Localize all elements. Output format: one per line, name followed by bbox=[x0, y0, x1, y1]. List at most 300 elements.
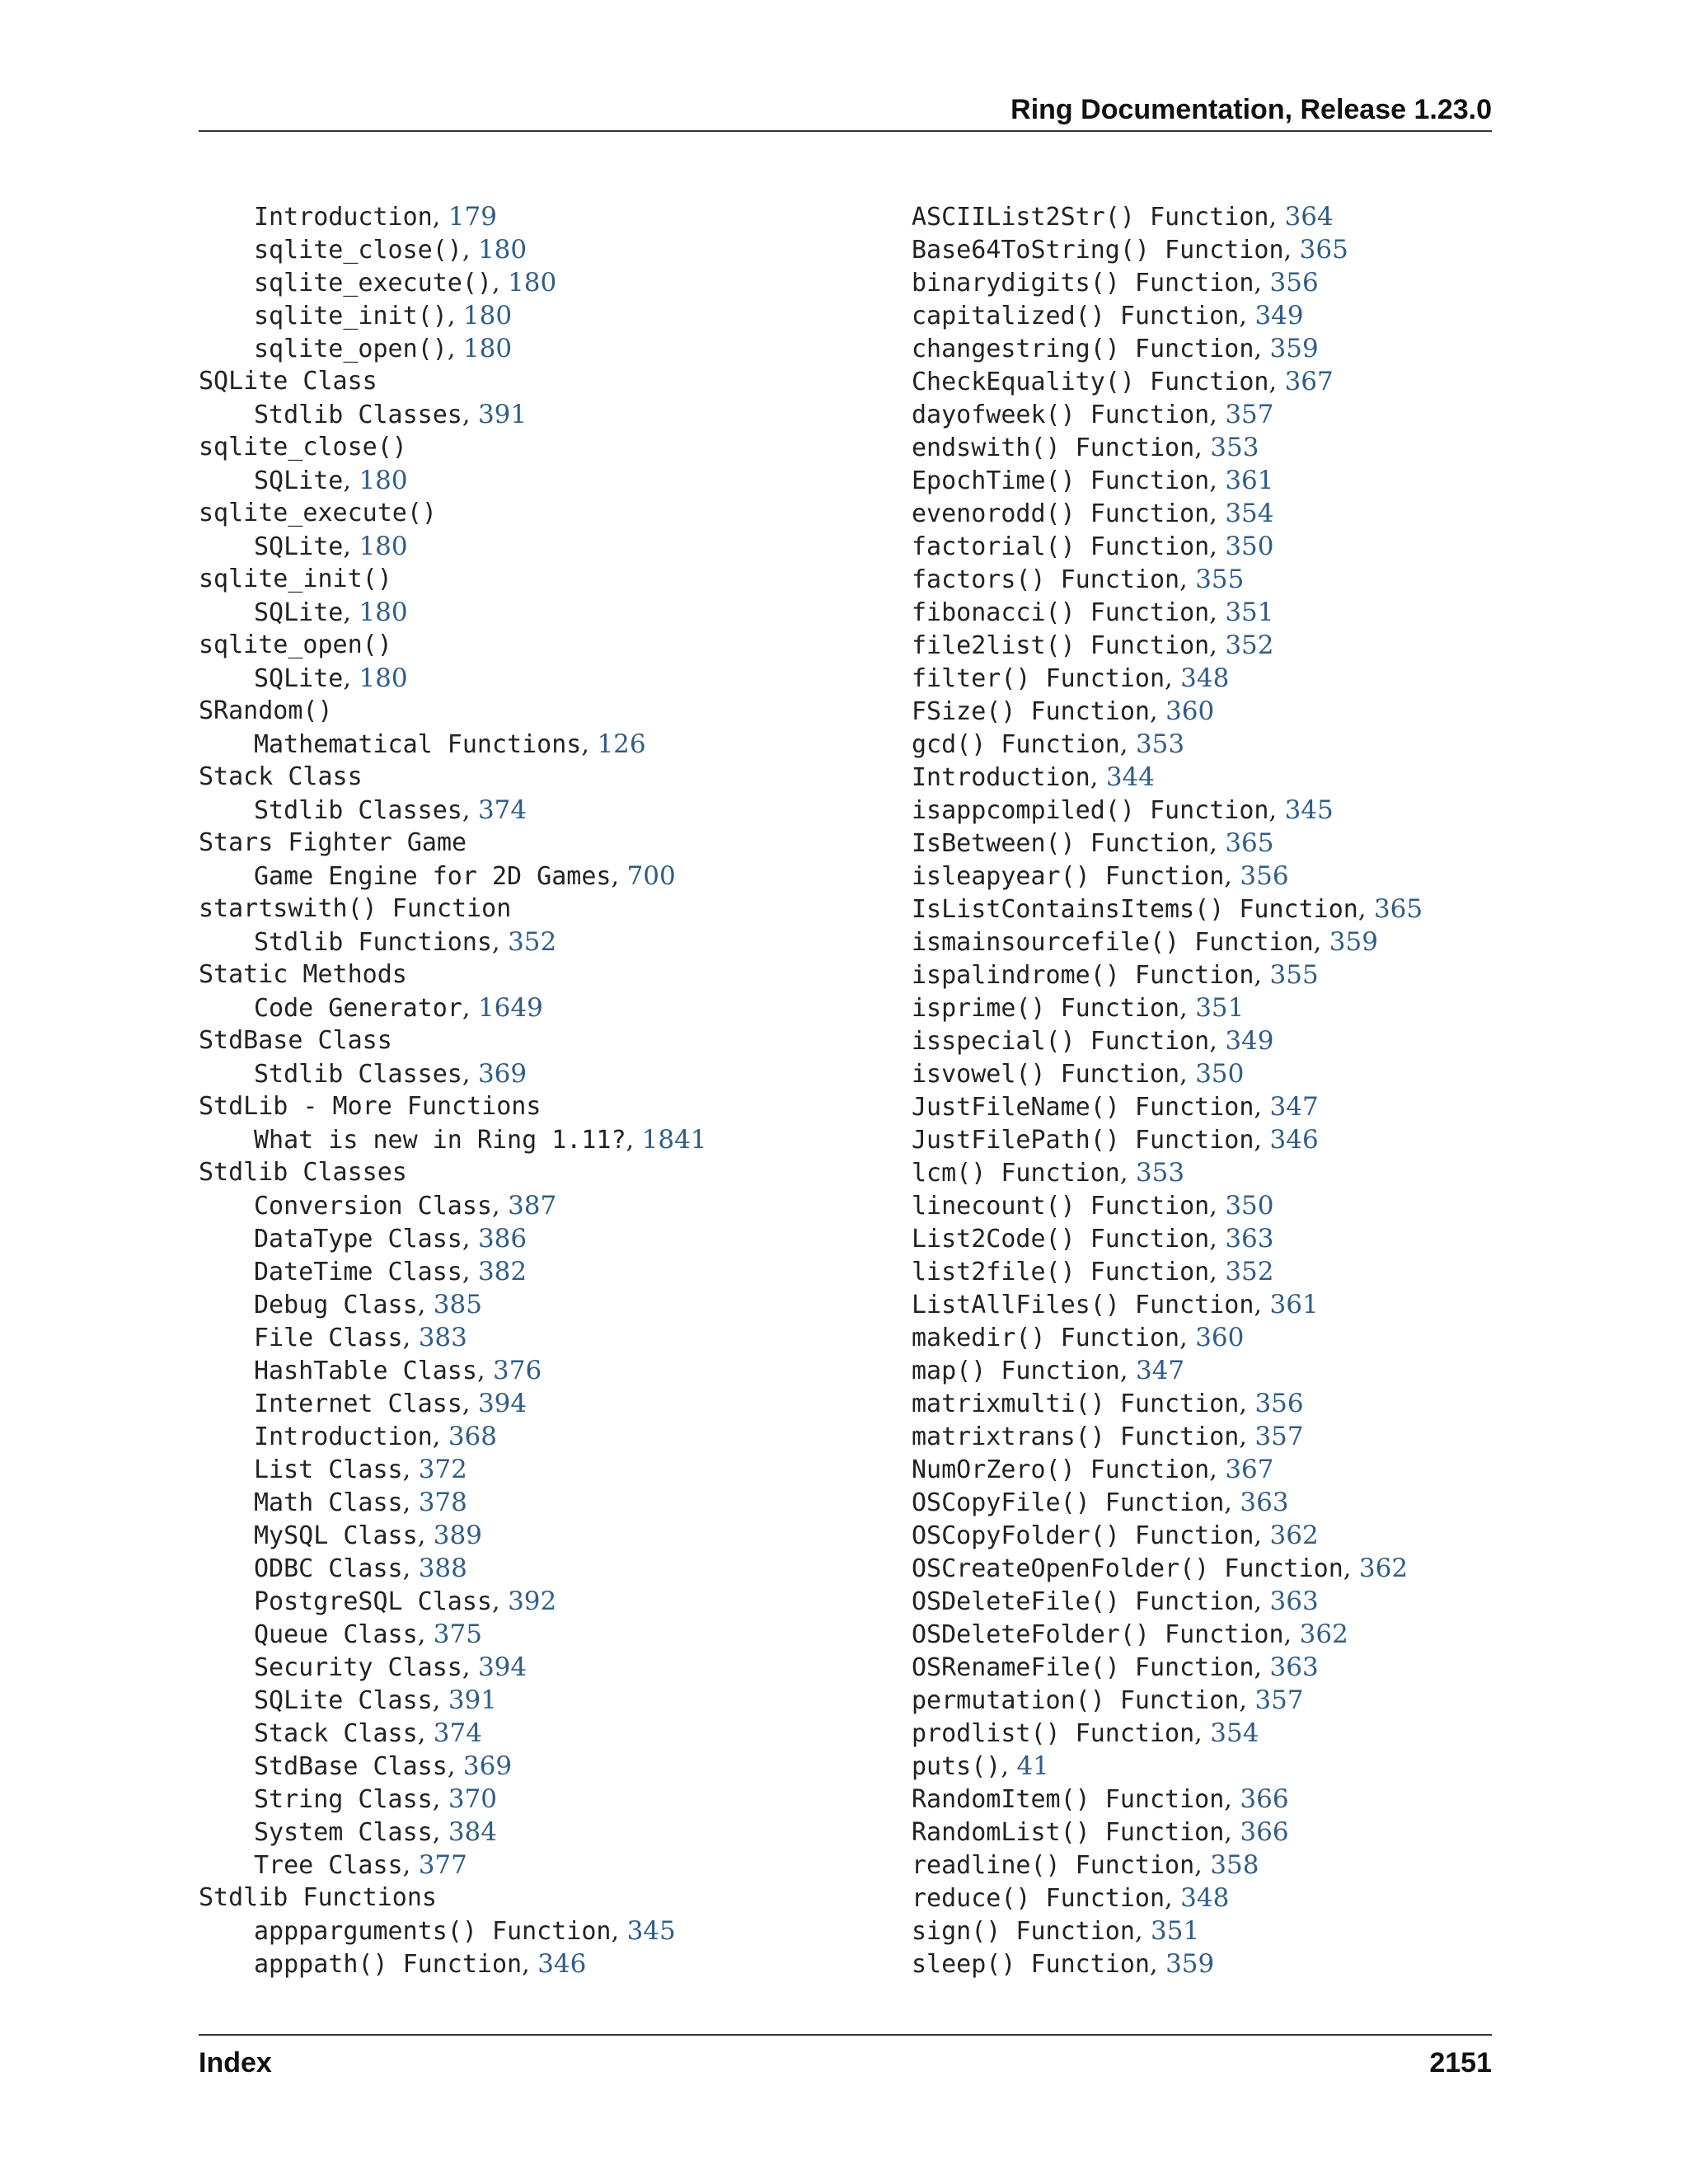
separator: , bbox=[462, 1258, 478, 1286]
separator: , bbox=[491, 1587, 509, 1616]
index-term: matrixtrans() Function bbox=[912, 1422, 1240, 1451]
separator: , bbox=[1209, 532, 1226, 561]
page-link[interactable]: 348 bbox=[1180, 1883, 1230, 1913]
index-subentry bbox=[199, 1189, 842, 1222]
separator: , bbox=[1179, 1060, 1196, 1089]
index-term: prodlist() Function bbox=[912, 1719, 1195, 1748]
index-term: NumOrZero() Function bbox=[912, 1455, 1210, 1484]
index-entry bbox=[912, 299, 1538, 332]
index-term: ListAllFiles() Function bbox=[912, 1291, 1254, 1319]
separator: , bbox=[1268, 203, 1285, 232]
separator: , bbox=[402, 1554, 419, 1583]
index-term: appparguments() Function bbox=[254, 1917, 612, 1946]
index-term: readline() Function bbox=[912, 1851, 1195, 1880]
separator: , bbox=[1209, 1258, 1226, 1286]
page-link[interactable]: 374 bbox=[477, 795, 528, 825]
separator: , bbox=[1224, 1818, 1240, 1847]
index-column-right bbox=[912, 200, 1538, 1980]
page-link[interactable]: 384 bbox=[448, 1817, 497, 1847]
index-entry bbox=[199, 827, 842, 860]
index-entry bbox=[199, 497, 842, 530]
index-entry bbox=[199, 1024, 842, 1057]
page-link[interactable]: 359 bbox=[1269, 334, 1319, 363]
index-subentry bbox=[199, 860, 842, 893]
index-subentry bbox=[199, 1585, 842, 1618]
page-link[interactable]: 366 bbox=[1240, 1784, 1289, 1814]
page-link[interactable]: 354 bbox=[1225, 499, 1274, 528]
index-term: Stdlib Classes bbox=[254, 796, 462, 825]
page-link[interactable]: 352 bbox=[508, 927, 557, 957]
page-link[interactable]: 180 bbox=[508, 268, 557, 298]
page-link[interactable]: 387 bbox=[508, 1191, 557, 1221]
index-term: permutation() Function bbox=[912, 1686, 1240, 1715]
page-link[interactable]: 180 bbox=[359, 466, 408, 495]
index-term: Mathematical Functions bbox=[254, 730, 582, 759]
separator: , bbox=[1283, 1620, 1300, 1649]
page-link[interactable]: 356 bbox=[1269, 268, 1319, 298]
index-term: isleapyear() Function bbox=[912, 862, 1225, 891]
separator: , bbox=[1134, 1917, 1151, 1946]
index-term: fibonacci() Function bbox=[912, 598, 1210, 627]
index-entry bbox=[912, 1156, 1538, 1189]
page-link[interactable]: 348 bbox=[1180, 663, 1230, 693]
index-term: ispalindrome() Function bbox=[912, 961, 1254, 990]
page-link[interactable]: 369 bbox=[462, 1751, 513, 1781]
index-term: MySQL Class bbox=[254, 1521, 418, 1550]
index-term: RandomItem() Function bbox=[912, 1785, 1225, 1814]
page-link[interactable]: 382 bbox=[477, 1257, 528, 1286]
index-entry bbox=[912, 1486, 1538, 1519]
index-term: DateTime Class bbox=[254, 1258, 462, 1286]
index-entry bbox=[912, 1882, 1538, 1915]
index-term: SQLite bbox=[254, 466, 344, 495]
separator: , bbox=[417, 1719, 434, 1748]
index-entry bbox=[912, 728, 1538, 761]
separator: , bbox=[1209, 1027, 1226, 1056]
separator: , bbox=[1194, 434, 1211, 462]
index-subentry bbox=[199, 1321, 842, 1354]
page-link[interactable]: 364 bbox=[1284, 202, 1334, 232]
page-link[interactable]: 354 bbox=[1210, 1718, 1259, 1748]
index-subentry bbox=[199, 233, 842, 266]
page-link[interactable]: 359 bbox=[1165, 1949, 1215, 1979]
index-term: sqlite_open() bbox=[199, 630, 392, 659]
index-term: binarydigits() Function bbox=[912, 269, 1254, 298]
index-subentry bbox=[199, 1123, 842, 1156]
index-term: SQLite Class bbox=[254, 1686, 433, 1715]
separator: , bbox=[491, 269, 509, 298]
page-link[interactable]: 362 bbox=[1358, 1554, 1409, 1583]
separator: , bbox=[1119, 1159, 1136, 1188]
separator: , bbox=[343, 532, 359, 561]
page-link[interactable]: 345 bbox=[626, 1916, 676, 1946]
separator: , bbox=[462, 1060, 478, 1089]
index-term: OSCopyFolder() Function bbox=[912, 1521, 1254, 1550]
separator: , bbox=[1001, 1752, 1017, 1781]
index-term: Stdlib Classes bbox=[199, 1158, 407, 1187]
index-subentry bbox=[199, 728, 842, 761]
page-link[interactable]: 349 bbox=[1225, 1026, 1274, 1056]
index-term: evenorodd() Function bbox=[912, 499, 1210, 528]
separator: , bbox=[491, 1192, 509, 1221]
separator: , bbox=[1209, 631, 1226, 660]
separator: , bbox=[343, 664, 359, 693]
index-term: Base64ToString() Function bbox=[912, 236, 1284, 265]
index-entry bbox=[912, 1288, 1538, 1321]
page-link[interactable]: 392 bbox=[508, 1586, 557, 1616]
index-entry bbox=[912, 596, 1538, 629]
index-term: Stars Fighter Game bbox=[199, 828, 467, 857]
separator: , bbox=[1239, 1686, 1255, 1715]
index-entry bbox=[912, 1354, 1538, 1387]
page-link[interactable]: 180 bbox=[462, 301, 513, 330]
page-link[interactable]: 389 bbox=[433, 1521, 482, 1550]
page-link[interactable]: 356 bbox=[1254, 1389, 1304, 1418]
page-link[interactable]: 375 bbox=[433, 1619, 482, 1649]
index-subentry bbox=[199, 266, 842, 299]
page-link[interactable]: 377 bbox=[418, 1850, 467, 1880]
index-entry bbox=[912, 497, 1538, 530]
index-term: sqlite_close() bbox=[199, 433, 407, 462]
page-link[interactable]: 347 bbox=[1135, 1356, 1185, 1385]
page-link[interactable]: 370 bbox=[448, 1784, 497, 1814]
index-term: HashTable Class bbox=[254, 1357, 477, 1385]
index-subentry bbox=[199, 1387, 842, 1420]
index-term: isprime() Function bbox=[912, 994, 1180, 1023]
index-term: Security Class bbox=[254, 1653, 462, 1682]
page-link[interactable]: 355 bbox=[1195, 565, 1245, 594]
index-term: apppath() Function bbox=[254, 1950, 523, 1979]
separator: , bbox=[462, 796, 478, 825]
index-term: Stack Class bbox=[254, 1719, 418, 1748]
page-link[interactable]: 1649 bbox=[477, 993, 543, 1023]
index-entry bbox=[912, 1387, 1538, 1420]
index-term: sqlite_execute() bbox=[254, 269, 492, 298]
index-term: String Class bbox=[254, 1785, 433, 1814]
index-term: OSDeleteFile() Function bbox=[912, 1587, 1254, 1616]
page-link[interactable]: 351 bbox=[1225, 598, 1274, 627]
page-link[interactable]: 346 bbox=[537, 1949, 587, 1979]
page-header bbox=[199, 91, 1492, 132]
index-term: endswith() Function bbox=[912, 434, 1195, 462]
index-subentry bbox=[199, 794, 842, 827]
page-link[interactable]: 361 bbox=[1225, 466, 1274, 495]
separator: , bbox=[402, 1488, 419, 1517]
page-link[interactable]: 180 bbox=[462, 334, 513, 363]
page-link[interactable]: 367 bbox=[1284, 367, 1334, 396]
index-term: sqlite_init() bbox=[254, 302, 448, 330]
index-entry bbox=[199, 1882, 842, 1915]
index-term: makedir() Function bbox=[912, 1324, 1180, 1352]
index-entry bbox=[912, 1420, 1538, 1453]
index-term: Internet Class bbox=[254, 1390, 462, 1418]
index-entry bbox=[912, 1321, 1538, 1354]
separator: , bbox=[1209, 598, 1226, 627]
index-entry bbox=[912, 1783, 1538, 1816]
page-link[interactable]: 368 bbox=[448, 1422, 497, 1451]
index-term: RandomList() Function bbox=[912, 1818, 1225, 1847]
separator: , bbox=[1254, 1587, 1270, 1616]
index-subentry bbox=[199, 926, 842, 958]
index-entry bbox=[912, 1255, 1538, 1288]
index-subentry bbox=[199, 1717, 842, 1750]
page-link[interactable]: 357 bbox=[1225, 400, 1274, 429]
separator: , bbox=[343, 598, 359, 627]
separator: , bbox=[1209, 401, 1226, 429]
page-link[interactable]: 363 bbox=[1269, 1586, 1319, 1616]
page-link[interactable]: 374 bbox=[433, 1718, 482, 1748]
separator: , bbox=[1119, 1357, 1136, 1385]
page-link[interactable]: 363 bbox=[1240, 1488, 1289, 1517]
index-entry bbox=[912, 629, 1538, 662]
index-term: Introduction bbox=[912, 763, 1090, 792]
index-term: list2file() Function bbox=[912, 1258, 1210, 1286]
index-entry bbox=[912, 398, 1538, 431]
page-footer bbox=[199, 2034, 1492, 2085]
page-link[interactable]: 378 bbox=[418, 1488, 467, 1517]
index-entry bbox=[912, 563, 1538, 596]
page-link[interactable]: 126 bbox=[597, 729, 646, 759]
page-link[interactable]: 1841 bbox=[641, 1125, 707, 1155]
page-link[interactable]: 358 bbox=[1210, 1850, 1259, 1880]
page-link[interactable]: 352 bbox=[1225, 1257, 1274, 1286]
index-subentry bbox=[199, 1420, 842, 1453]
index-term: What is new in Ring 1.11? bbox=[254, 1126, 626, 1155]
index-entry bbox=[912, 1750, 1538, 1783]
page-link[interactable]: 363 bbox=[1225, 1224, 1274, 1254]
index-subentry bbox=[199, 1354, 842, 1387]
index-term: JustFileName() Function bbox=[912, 1093, 1254, 1122]
page-link[interactable]: 357 bbox=[1254, 1685, 1304, 1715]
separator: , bbox=[417, 1620, 434, 1649]
separator: , bbox=[1313, 928, 1329, 957]
page-link[interactable]: 350 bbox=[1195, 1059, 1245, 1089]
page-link[interactable]: 353 bbox=[1210, 433, 1259, 462]
page-link[interactable]: 360 bbox=[1165, 696, 1215, 726]
index-entry bbox=[912, 794, 1538, 827]
separator: , bbox=[1179, 994, 1196, 1023]
page-link[interactable]: 356 bbox=[1240, 861, 1289, 891]
separator: , bbox=[417, 1291, 434, 1319]
index-term: Static Methods bbox=[199, 960, 407, 989]
separator: , bbox=[1209, 499, 1226, 528]
index-entry bbox=[912, 1947, 1538, 1980]
index-entry bbox=[912, 860, 1538, 893]
index-term: IsBetween() Function bbox=[912, 829, 1210, 858]
index-term: matrixmulti() Function bbox=[912, 1390, 1240, 1418]
page-link[interactable]: 351 bbox=[1151, 1916, 1200, 1946]
footer-page-number: 2151 bbox=[1429, 2047, 1492, 2079]
separator: , bbox=[1239, 1422, 1255, 1451]
index-term: FSize() Function bbox=[912, 697, 1150, 726]
separator: , bbox=[1194, 1719, 1211, 1748]
index-entry bbox=[912, 332, 1538, 365]
separator: , bbox=[476, 1357, 494, 1385]
page-link[interactable]: 180 bbox=[359, 532, 408, 561]
index-entry bbox=[199, 761, 842, 794]
index-term: ismainsourcefile() Function bbox=[912, 928, 1314, 957]
index-entry bbox=[199, 629, 842, 662]
index-term: sqlite_open() bbox=[254, 335, 448, 363]
index-term: PostgreSQL Class bbox=[254, 1587, 492, 1616]
index-entry bbox=[912, 431, 1538, 464]
index-term: System Class bbox=[254, 1818, 433, 1847]
separator: , bbox=[1357, 895, 1374, 924]
index-term: map() Function bbox=[912, 1357, 1120, 1385]
page-link[interactable]: 352 bbox=[1225, 630, 1274, 660]
index-term: Stdlib Functions bbox=[254, 928, 492, 957]
page-link[interactable]: 391 bbox=[477, 400, 528, 429]
index-term: lcm() Function bbox=[912, 1159, 1120, 1188]
page-link[interactable]: 41 bbox=[1016, 1751, 1049, 1781]
page-link[interactable]: 347 bbox=[1269, 1092, 1319, 1122]
index-term: List Class bbox=[254, 1455, 403, 1484]
index-entry bbox=[912, 233, 1538, 266]
index-entry bbox=[912, 200, 1538, 233]
separator: , bbox=[1209, 829, 1226, 858]
page-link[interactable]: 385 bbox=[433, 1290, 482, 1319]
page-link[interactable]: 357 bbox=[1254, 1422, 1304, 1451]
index-subentry bbox=[199, 1255, 842, 1288]
index-term: isvowel() Function bbox=[912, 1060, 1180, 1089]
page-link[interactable]: 361 bbox=[1269, 1290, 1319, 1319]
separator: , bbox=[1090, 763, 1106, 792]
page-link[interactable]: 346 bbox=[1269, 1125, 1319, 1155]
page-link[interactable]: 367 bbox=[1225, 1455, 1274, 1484]
page-link[interactable]: 376 bbox=[493, 1356, 542, 1385]
separator: , bbox=[1165, 664, 1181, 693]
page-link[interactable]: 355 bbox=[1269, 960, 1319, 990]
page-link[interactable]: 362 bbox=[1299, 1619, 1348, 1649]
separator: , bbox=[462, 1390, 478, 1418]
index-term: Queue Class bbox=[254, 1620, 418, 1649]
separator: , bbox=[1254, 1126, 1270, 1155]
index-subentry bbox=[199, 332, 842, 365]
index-entry bbox=[912, 1189, 1538, 1222]
page-link[interactable]: 345 bbox=[1284, 795, 1334, 825]
index-subentry bbox=[199, 1651, 842, 1684]
separator: , bbox=[1179, 565, 1196, 594]
index-term: puts() bbox=[912, 1752, 1001, 1781]
index-entry bbox=[912, 1816, 1538, 1849]
separator: , bbox=[1254, 1653, 1270, 1682]
separator: , bbox=[1209, 466, 1226, 495]
page-link[interactable]: 366 bbox=[1240, 1817, 1289, 1847]
page-link[interactable]: 360 bbox=[1195, 1323, 1245, 1352]
index-subentry bbox=[199, 299, 842, 332]
index-entry bbox=[912, 1519, 1538, 1552]
index-term: Math Class bbox=[254, 1488, 403, 1517]
page-link[interactable]: 369 bbox=[477, 1059, 528, 1089]
separator: , bbox=[1254, 1093, 1270, 1122]
index-term: Game Engine for 2D Games bbox=[254, 862, 612, 891]
index-term: changestring() Function bbox=[912, 335, 1254, 363]
page-link[interactable]: 388 bbox=[418, 1554, 467, 1583]
index-subentry bbox=[199, 1552, 842, 1585]
index-term: sqlite_close() bbox=[254, 236, 462, 265]
index-term: SQLite bbox=[254, 664, 344, 693]
index-term: Debug Class bbox=[254, 1291, 418, 1319]
page-link[interactable]: 362 bbox=[1269, 1521, 1319, 1550]
page-link[interactable]: 383 bbox=[418, 1323, 467, 1352]
separator: , bbox=[402, 1324, 419, 1352]
page-link[interactable]: 180 bbox=[359, 663, 408, 693]
index-term: CheckEquality() Function bbox=[912, 368, 1269, 396]
page-link[interactable]: 363 bbox=[1269, 1652, 1319, 1682]
page-link[interactable]: 353 bbox=[1135, 729, 1185, 759]
page-link[interactable]: 700 bbox=[626, 861, 676, 891]
page-link[interactable]: 353 bbox=[1135, 1158, 1185, 1188]
separator: , bbox=[1283, 236, 1300, 265]
index-subentry bbox=[199, 991, 842, 1024]
separator: , bbox=[611, 1917, 627, 1946]
index-entry bbox=[199, 958, 842, 991]
index-entry bbox=[912, 1057, 1538, 1090]
page-link[interactable]: 351 bbox=[1195, 993, 1245, 1023]
page-link[interactable]: 344 bbox=[1105, 762, 1155, 792]
separator: , bbox=[611, 862, 627, 891]
page-link[interactable]: 372 bbox=[418, 1455, 467, 1484]
page-link[interactable]: 180 bbox=[359, 598, 408, 627]
index-subentry bbox=[199, 1618, 842, 1651]
separator: , bbox=[1224, 862, 1240, 891]
index-term: IsListContainsItems() Function bbox=[912, 895, 1358, 924]
index-term: isspecial() Function bbox=[912, 1027, 1210, 1056]
index-term: reduce() Function bbox=[912, 1884, 1165, 1913]
index-entry bbox=[199, 1156, 842, 1189]
index-term: ASCIIList2Str() Function bbox=[912, 203, 1269, 232]
page-link[interactable]: 365 bbox=[1373, 894, 1423, 924]
index-entry bbox=[912, 991, 1538, 1024]
index-entry bbox=[912, 464, 1538, 497]
page-link[interactable]: 179 bbox=[448, 202, 497, 232]
page-link[interactable]: 350 bbox=[1225, 1191, 1274, 1221]
index-subentry bbox=[199, 662, 842, 695]
index-term: sign() Function bbox=[912, 1917, 1135, 1946]
index-term: sqlite_execute() bbox=[199, 499, 437, 527]
separator: , bbox=[1343, 1554, 1359, 1583]
page-link[interactable]: 365 bbox=[1299, 235, 1348, 265]
index-term: file2list() Function bbox=[912, 631, 1210, 660]
page-link[interactable]: 350 bbox=[1225, 532, 1274, 561]
page-link[interactable]: 386 bbox=[477, 1224, 528, 1254]
index-subentry bbox=[199, 1915, 842, 1947]
index-entry bbox=[912, 1024, 1538, 1057]
index-entry bbox=[912, 695, 1538, 728]
index-subentry bbox=[199, 1057, 842, 1090]
page-link[interactable]: 391 bbox=[448, 1685, 497, 1715]
separator: , bbox=[462, 401, 478, 429]
separator: , bbox=[462, 236, 478, 265]
index-term: Conversion Class bbox=[254, 1192, 492, 1221]
separator: , bbox=[432, 1818, 448, 1847]
separator: , bbox=[343, 466, 359, 495]
page-link[interactable]: 365 bbox=[1225, 828, 1274, 858]
page-link[interactable]: 349 bbox=[1254, 301, 1304, 330]
index-entry bbox=[912, 1651, 1538, 1684]
index-entry bbox=[912, 365, 1538, 398]
page-link[interactable]: 180 bbox=[477, 235, 528, 265]
separator: , bbox=[1224, 1488, 1240, 1517]
page-link[interactable]: 394 bbox=[477, 1389, 528, 1418]
index-entry bbox=[199, 893, 842, 926]
page-link[interactable]: 359 bbox=[1329, 927, 1378, 957]
separator: , bbox=[447, 302, 463, 330]
separator: , bbox=[432, 1422, 448, 1451]
separator: , bbox=[432, 1686, 448, 1715]
index-subentry bbox=[199, 1947, 842, 1980]
page-link[interactable]: 394 bbox=[477, 1652, 528, 1682]
